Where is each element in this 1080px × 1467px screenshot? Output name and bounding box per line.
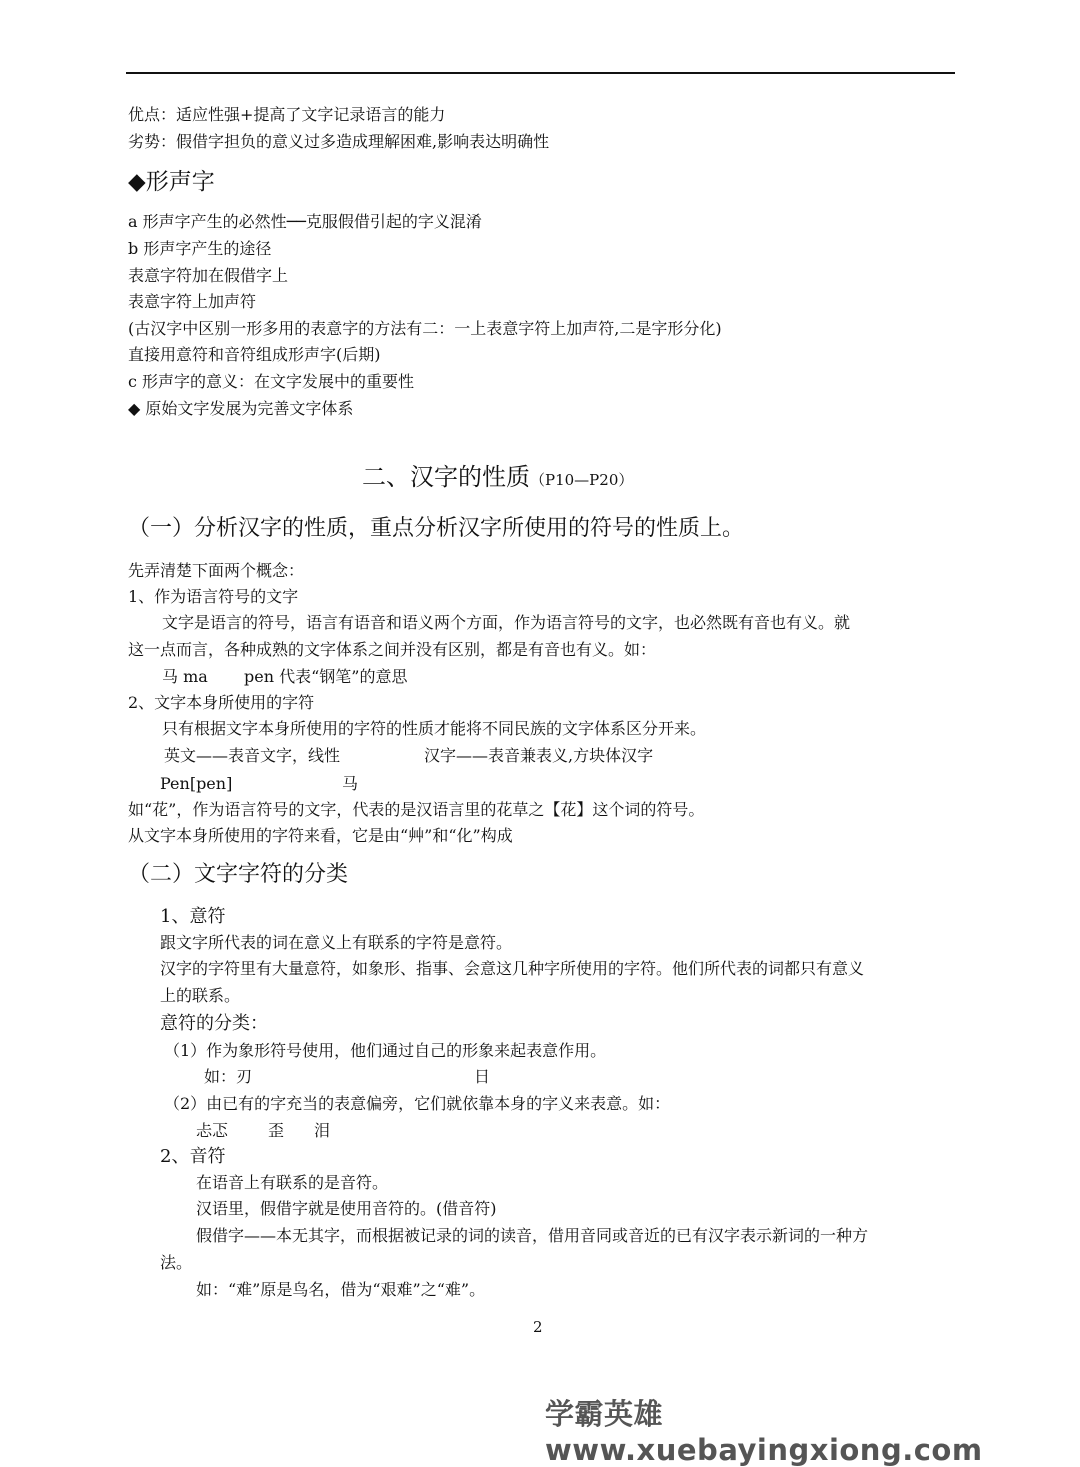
text-line: 日: [474, 1067, 491, 1086]
text-line: 从文字本身所使用的字符来看，它是由“艸”和“化”构成: [128, 826, 513, 845]
text-line: (古汉字中区别一形多用的表意字的方法有二：一上表意字符上加声符,二是字形分化): [128, 319, 722, 338]
text-line: 英文——表音文字，线性: [164, 746, 341, 765]
text-line: 汉字——表音兼表义,方块体汉字: [424, 746, 654, 765]
page-number: 2: [533, 1318, 543, 1336]
text-line: 泪: [314, 1121, 331, 1140]
text-line: pen 代表“钢笔”的意思: [244, 667, 408, 686]
text-line: （1）作为象形符号使用，他们通过自己的形象来起表意作用。: [164, 1041, 607, 1060]
text-line: 汉字的字符里有大量意符，如象形、指事、会意这几种字所使用的字符。他们所代表的词都只有意义: [160, 959, 865, 978]
text-line: 如：刃: [204, 1067, 253, 1086]
section-heading: ◆形声字: [128, 169, 215, 195]
text-line: 只有根据文字本身所使用的字符的性质才能将不同民族的文字体系区分开来。: [162, 719, 707, 738]
text-line: 马 ma: [162, 667, 208, 686]
text-line: 如“花”，作为语言符号的文字，代表的是汉语言里的花草之【花】这个词的符号。: [128, 800, 705, 819]
text-line: 2、文字本身所使用的字符: [128, 693, 315, 712]
text-line: （2）由已有的字充当的表意偏旁，它们就依靠本身的字义来表意。如：: [164, 1094, 671, 1113]
text-line: 法。: [160, 1253, 193, 1272]
text-line: 汉语里，假借字就是使用音符的。(借音符): [196, 1199, 497, 1218]
sub-heading: 1、意符: [160, 906, 226, 927]
text-line: 表意字符加在假借字上: [128, 266, 289, 285]
text-line: c 形声字的意义：在文字发展中的重要性: [128, 372, 415, 391]
text-line: 文字是语言的符号，语言有语音和语义两个方面，作为语言符号的文字，也必然既有音也有义。就: [162, 613, 851, 632]
sub-heading: 2、音符: [160, 1146, 226, 1167]
text-line: 在语音上有联系的是音符。: [196, 1173, 389, 1192]
sub-heading: 意符的分类：: [160, 1013, 268, 1034]
chapter-title-main: 二、汉字的性质: [362, 463, 530, 491]
chapter-title-pages: （P10—P20）: [530, 471, 634, 489]
text-line: a 形声字产生的必然性──克服假借引起的字义混淆: [128, 212, 482, 231]
text-line: 歪: [268, 1121, 285, 1140]
text-line: ◆ 原始文字发展为完善文字体系: [128, 399, 354, 418]
text-line: 马: [342, 774, 359, 793]
header-rule: [126, 72, 955, 74]
text-line: 假借字——本无其字，而根据被记录的词的读音，借用音同或音近的已有汉字表示新词的一种方: [196, 1226, 869, 1245]
watermark: 学霸英雄 www.xuebayingxiong.com: [545, 1397, 983, 1467]
text-line: 这一点而言，各种成熟的文字体系之间并没有区别，都是有音也有义。如：: [128, 640, 657, 659]
text-line: 劣势：假借字担负的意义过多造成理解困难,影响表达明确性: [128, 132, 550, 151]
text-line: Pen[pen]: [160, 774, 233, 793]
text-line: b 形声字产生的途径: [128, 239, 272, 258]
text-line: 跟文字所代表的词在意义上有联系的字符是意符。: [160, 933, 513, 952]
text-line: 表意字符上加声符: [128, 292, 257, 311]
text-line: 先弄清楚下面两个概念：: [128, 561, 305, 580]
text-line: 上的联系。: [160, 986, 241, 1005]
text-line: 如：“难”原是鸟名，借为“艰难”之“难”。: [196, 1280, 486, 1299]
section-heading: （一）分析汉字的性质，重点分析汉字所使用的符号的性质上。: [128, 516, 745, 541]
section-heading: （二）文字字符的分类: [128, 862, 349, 887]
text-line: 忐忑: [196, 1121, 229, 1140]
text-line: 直接用意符和音符组成形声字(后期): [128, 345, 381, 364]
text-line: 1、作为语言符号的文字: [128, 587, 299, 606]
chapter-title: [362, 462, 633, 495]
text-line: 优点：适应性强+提高了文字记录语言的能力: [128, 105, 446, 124]
